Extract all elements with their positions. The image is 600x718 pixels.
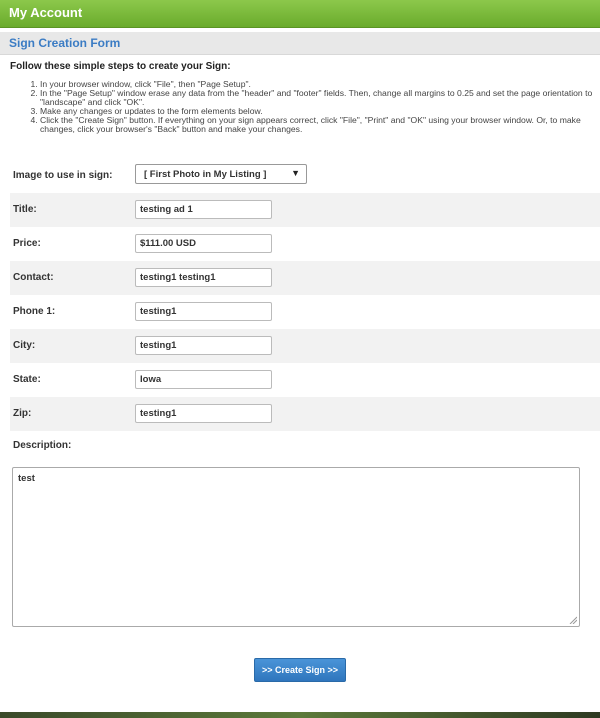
phone-input[interactable]: [135, 302, 272, 321]
price-row: [10, 227, 600, 261]
resize-grip-icon[interactable]: [569, 616, 577, 624]
triangle-down-icon: ▼: [291, 168, 300, 178]
description-value: test: [18, 473, 35, 484]
description-textarea[interactable]: [12, 467, 580, 627]
section-header-bar: [0, 32, 600, 55]
zip-label: Zip:: [13, 408, 32, 419]
state-label: State:: [13, 374, 41, 385]
title-label: Title:: [13, 204, 37, 215]
image-row: [10, 159, 600, 193]
image-label: Image to use in sign:: [13, 170, 113, 181]
page-title: My Account: [9, 5, 83, 20]
price-input[interactable]: [135, 234, 272, 253]
description-label: Description:: [13, 440, 72, 451]
city-input[interactable]: [135, 336, 272, 355]
image-select[interactable]: [135, 164, 307, 184]
contact-row: [10, 261, 600, 295]
image-select-value: [ First Photo in My Listing ]: [144, 169, 267, 180]
phone-label: Phone 1:: [13, 306, 56, 317]
zip-input[interactable]: [135, 404, 272, 423]
phone-row: [10, 295, 600, 329]
state-row: [10, 363, 600, 397]
zip-row: [10, 397, 600, 431]
price-label: Price:: [13, 238, 41, 249]
city-row: [10, 329, 600, 363]
footer-bar: [0, 712, 600, 718]
instructions-heading: Follow these simple steps to create your Sign:: [10, 61, 231, 72]
contact-input[interactable]: [135, 268, 272, 287]
instruction-step: 1. In your browser window, click "File", then "Page Setup".: [40, 80, 600, 89]
section-title: Sign Creation Form: [9, 36, 121, 50]
account-header-bar: [0, 0, 600, 28]
instruction-step: 4. Click the "Create Sign" button. If everything on your sign appears correct, click "File", "Print" and "OK" using your browser window. Or, to make changes, click your browser's "Back" button and make your changes.: [40, 116, 600, 134]
create-sign-button[interactable]: >> Create Sign >>: [254, 658, 346, 682]
title-row: [10, 193, 600, 227]
title-input[interactable]: [135, 200, 272, 219]
city-label: City:: [13, 340, 36, 351]
instruction-step: 2. In the "Page Setup" window erase any data from the "header" and "footer" fields. Then, change all margins to 0.25 and set the page orientation to "landscape" and click "OK".: [40, 89, 600, 107]
instructions-list: [25, 80, 600, 134]
instruction-step: 3. Make any changes or updates to the form elements below.: [40, 107, 600, 116]
contact-label: Contact:: [13, 272, 54, 283]
state-input[interactable]: [135, 370, 272, 389]
